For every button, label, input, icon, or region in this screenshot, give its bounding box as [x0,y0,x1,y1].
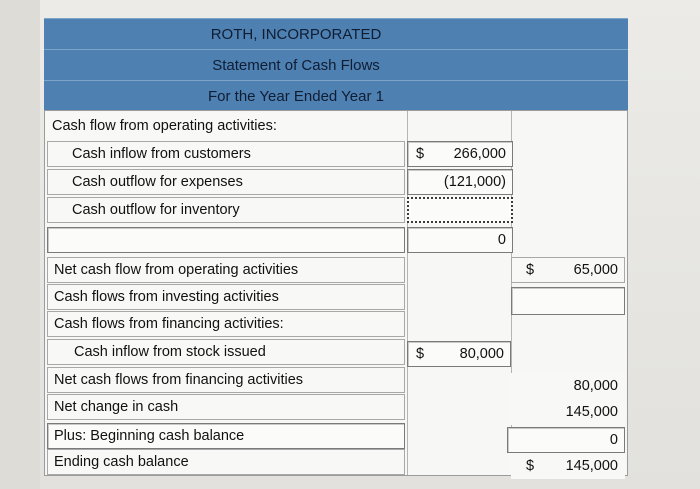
net-financing-label-cell [47,367,405,393]
company-name-header [44,18,628,49]
expenses-amount-input[interactable] [407,169,513,195]
expenses-amount: (121,000) [443,174,506,190]
investing-amount-input[interactable] [511,287,625,315]
net-financing-amount-cell [511,373,625,399]
net-financing-label: Net cash flows from financing activities [54,372,304,388]
customers-label-cell [47,141,405,167]
cash-flow-table [44,110,628,476]
operating-heading-cell [45,113,407,139]
ending-balance-amount: 145,000 [565,458,618,474]
ending-balance-label: Ending cash balance [54,454,189,470]
net-change-amount: 145,000 [565,404,618,420]
net-operating-currency: $ [526,262,535,278]
operating-heading: Cash flow from operating activities: [52,118,277,134]
customers-currency: $ [416,146,425,162]
operating-subtotal-input[interactable] [407,227,513,253]
net-change-amount-cell [511,399,625,425]
stock-issued-amount: 80,000 [459,346,504,362]
operating-subtotal: 0 [497,232,506,248]
ending-balance-label-cell [47,449,405,475]
investing-label-cell [47,284,405,310]
net-financing-amount: 80,000 [573,378,618,394]
net-operating-label-cell [47,257,405,283]
ending-balance-amount-cell [511,453,625,479]
customers-label: Cash inflow from customers [72,146,251,162]
inventory-label: Cash outflow for inventory [72,202,240,218]
stock-issued-label: Cash inflow from stock issued [74,344,266,360]
net-operating-amount: 65,000 [573,262,618,278]
expenses-label-cell [47,169,405,195]
net-change-label: Net change in cash [54,399,179,415]
statement-title-header [44,49,628,80]
company-name: ROTH, INCORPORATED [210,25,382,43]
financing-heading: Cash flows from financing activities: [54,316,284,332]
stock-issued-amount-input[interactable] [407,341,511,367]
expenses-label: Cash outflow for expenses [72,174,243,190]
period-header [44,80,628,111]
net-operating-amount-cell [511,257,625,283]
stock-issued-label-cell [47,339,405,365]
page-margin [0,0,40,489]
beginning-balance-amount: 0 [609,432,618,448]
financing-heading-cell [47,311,405,337]
beginning-balance-amount-input[interactable] [507,427,625,453]
net-operating-label: Net cash flow from operating activities [54,262,299,278]
stock-issued-currency: $ [416,346,425,362]
inventory-label-cell [47,197,405,223]
beginning-balance-label-input[interactable] [47,423,405,449]
investing-label: Cash flows from investing activities [54,289,279,305]
customers-amount: 266,000 [453,146,506,162]
ending-balance-currency: $ [526,458,535,474]
beginning-balance-label: Plus: Beginning cash balance [54,428,245,444]
inventory-amount-input[interactable] [407,197,513,223]
statement-title: Statement of Cash Flows [212,56,380,74]
net-change-label-cell [47,394,405,420]
period-label: For the Year Ended Year 1 [208,87,384,105]
customers-amount-input[interactable] [407,141,513,167]
operating-blank-label-input[interactable] [47,227,405,253]
